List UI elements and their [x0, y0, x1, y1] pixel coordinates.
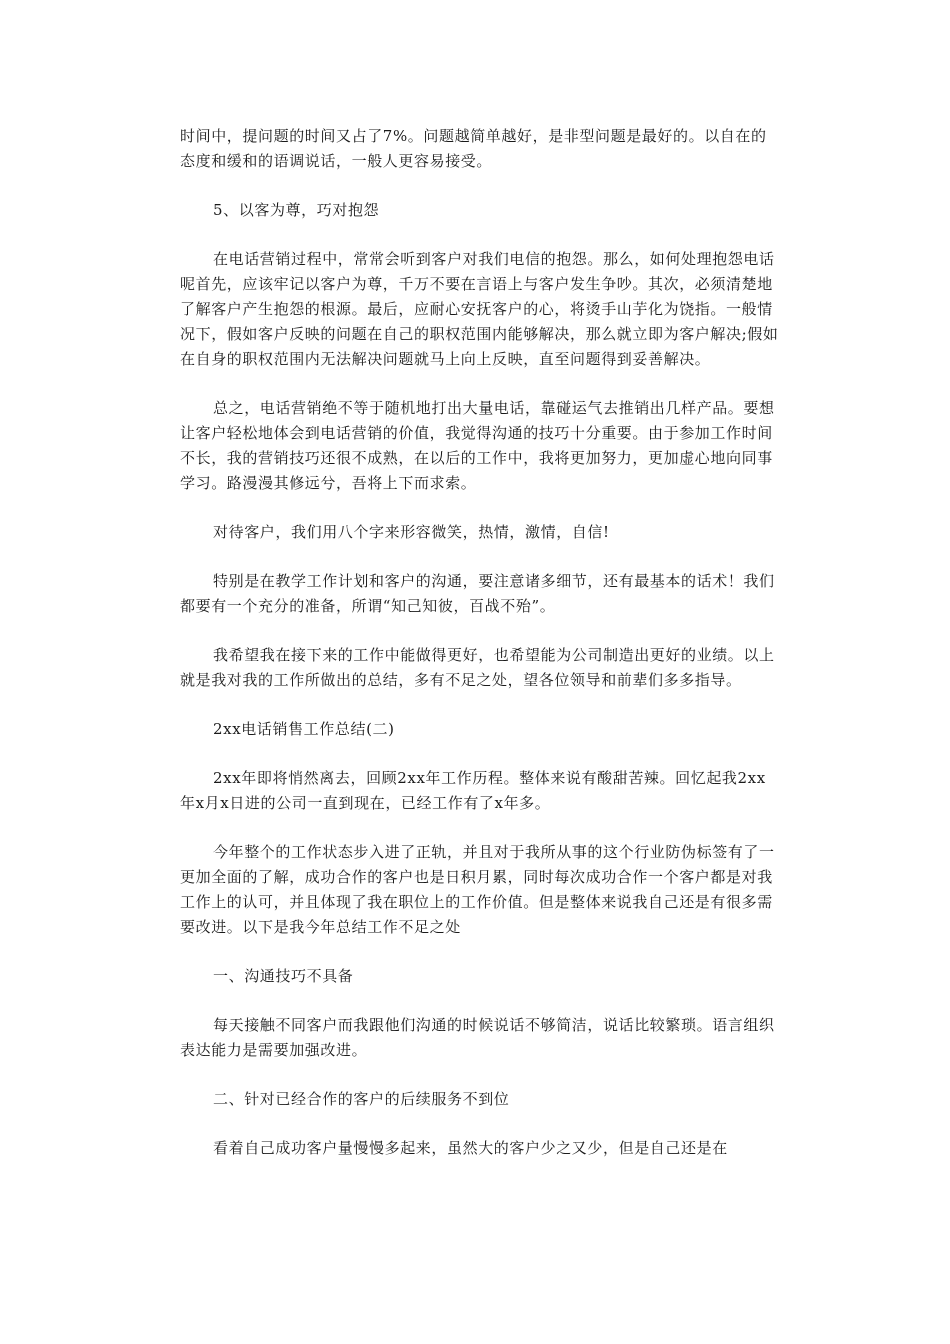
document-body: [180, 124, 780, 1185]
paragraph: 看着自己成功客户量慢慢多起来，虽然大的客户少之又少，但是自己还是在: [213, 1139, 728, 1157]
paragraph-continued: 时间中，提问题的时间又占了7%。问题越简单越好，是非型问题是最好的。以自在的态度和缓和的语调说话，一般人更容易接受。: [180, 127, 767, 170]
section-heading-5: 5、以客为尊，巧对抱怨: [213, 201, 380, 219]
paragraph: 每天接触不同客户而我跟他们沟通的时候说话不够简洁，说话比较繁琐。语言组织表达能力是需要加强改进。: [180, 1016, 775, 1059]
paragraph: 特别是在教学工作计划和客户的沟通，要注意诸多细节，还有最基本的话术！我们都要有一个充分的准备，所谓“知己知彼，百战不殆”。: [180, 572, 775, 615]
section-heading-2: 二、针对已经合作的客户的后续服务不到位: [213, 1090, 510, 1108]
section-heading-1: 一、沟通技巧不具备: [213, 967, 354, 985]
paragraph: 在电话营销过程中，常常会听到客户对我们电信的抱怨。那么，如何处理抱怨电话呢首先，应该牢记以客户为尊，千万不要在言语上与客户发生争吵。其次，必须清楚地了解客户产生抱怨的根源。最后，应耐心安抚客户的心，将烫手山芋化为饶指。一般情况下，假如客户反映的问题在自己的职权范围内能够解决，那么就立即为客户解决;假如在自身的职权范围内无法解决问题就马上向上反映，直至问题得到妥善解决。: [180, 250, 779, 368]
paragraph: 我希望我在接下来的工作中能做得更好，也希望能为公司制造出更好的业绩。以上就是我对我的工作所做出的总结，多有不足之处，望各位领导和前辈们多多指导。: [180, 646, 775, 689]
document-subtitle: 2xx电话销售工作总结(二): [213, 720, 395, 738]
paragraph: 2xx年即将悄然离去，回顾2xx年工作历程。整体来说有酸甜苦辣。回忆起我2xx年x月x日进的公司一直到现在，已经工作有了x年多。: [180, 769, 766, 812]
paragraph: 总之，电话营销绝不等于随机地打出大量电话，靠碰运气去推销出几样产品。要想让客户轻松地体会到电话营销的价值，我觉得沟通的技巧十分重要。由于参加工作时间不长，我的营销技巧还很不成熟，在以后的工作中，我将更加努力，更加虚心地向同事学习。路漫漫其修远兮，吾将上下而求索。: [180, 399, 775, 492]
paragraph: 对待客户，我们用八个字来形容微笑，热情，激情，自信!: [213, 523, 610, 541]
paragraph: 今年整个的工作状态步入进了正轨，并且对于我所从事的这个行业防伪标签有了一更加全面的了解，成功合作的客户也是日积月累，同时每次成功合作一个客户都是对我工作上的认可，并且体现了我在职位上的工作价值。但是整体来说我自己还是有很多需要改进。以下是我今年总结工作不足之处: [180, 843, 775, 936]
